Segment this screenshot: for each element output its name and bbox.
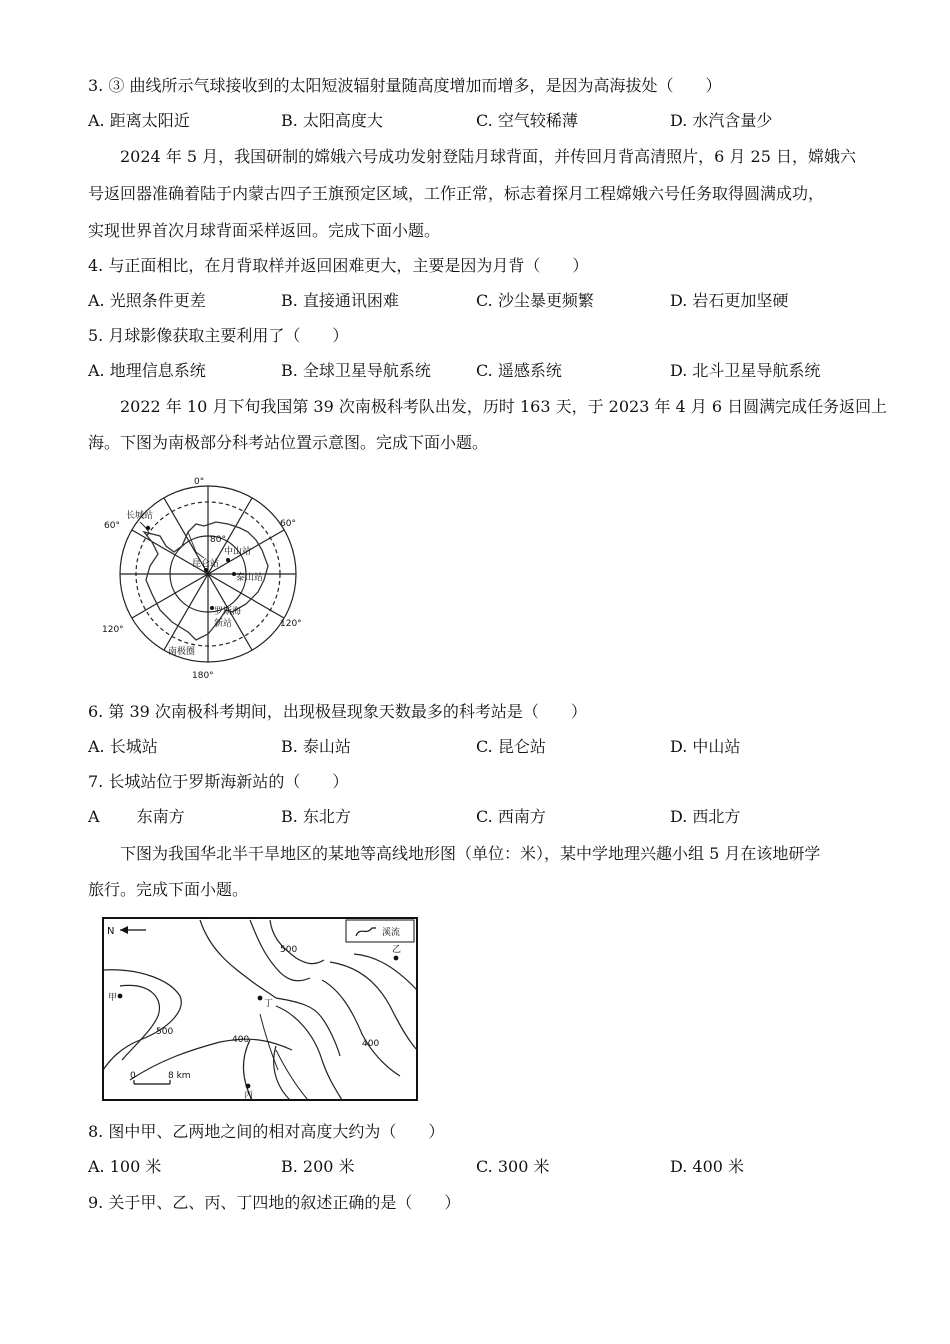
q5-option-a: A. 地理信息系统 (88, 361, 206, 380)
q6-stem: 6. 第 39 次南极科考期间，出现极昼现象天数最多的科考站是（ ） (88, 702, 587, 721)
q6-option-d: D. 中山站 (670, 737, 741, 756)
north-label: N (107, 926, 115, 937)
contour-map (100, 910, 422, 1102)
yi-dot (394, 956, 399, 961)
taishan-label: 泰山站 (236, 573, 264, 583)
q5-option-c: C. 遥感系统 (476, 361, 562, 380)
q3-option-b: B. 太阳高度大 (281, 111, 383, 130)
yi-label: 乙 (392, 945, 402, 955)
ding-dot (258, 996, 263, 1001)
lon-60-right-label: 60° (280, 519, 296, 529)
q5-stem: 5. 月球影像获取主要利用了（ ） (88, 326, 349, 345)
q4-option-a: A. 光照条件更差 (88, 291, 206, 310)
zhongshan-label: 中山站 (224, 547, 252, 557)
q7-option-c: C. 西南方 (476, 807, 546, 826)
scale-0-label: 0 (130, 1071, 136, 1081)
q7-option-a: A 东南方 (88, 807, 185, 826)
nanjiquan-label: 南极圈 (168, 647, 196, 657)
q5-option-b: B. 全球卫星导航系统 (281, 361, 431, 380)
contour-400-right-label: 400 (362, 1039, 380, 1049)
contour-map-frame (103, 918, 417, 1100)
jia-dot (118, 994, 123, 999)
lon-120-right-label: 120° (280, 619, 302, 629)
q6-option-a: A. 长城站 (88, 737, 158, 756)
changcheng-dot (146, 526, 150, 530)
passage2-line2: 海。下图为南极部分科考站位置示意图。完成下面小题。 (88, 433, 489, 452)
q7-stem: 7. 长城站位于罗斯海新站的（ ） (88, 772, 349, 791)
passage3-line1: 下图为我国华北半干旱地区的某地等高线地形图（单位：米），某中学地理兴趣小组 5 月在该地研学 (120, 844, 821, 863)
scale-8km-label: 8 km (168, 1071, 191, 1081)
changcheng-label: 长城站 (126, 511, 154, 521)
q4-stem: 4. 与正面相比，在月背取样并返回困难更大，主要是因为月背（ ） (88, 256, 589, 275)
q3-option-c: C. 空气较稀薄 (476, 111, 578, 130)
bing-dot (246, 1084, 251, 1089)
contour-500-left-label: 500 (156, 1027, 174, 1037)
q7-option-d: D. 西北方 (670, 807, 741, 826)
q8-stem: 8. 图中甲、乙两地之间的相对高度大约为（ ） (88, 1122, 445, 1141)
q8-option-d: D. 400 米 (670, 1157, 745, 1176)
lon-180-label: 180° (192, 671, 214, 681)
lon-120-left-label: 120° (102, 625, 124, 635)
passage1-line3: 实现世界首次月球背面采样返回。完成下面小题。 (88, 221, 441, 240)
lat-80-label: 80° (210, 535, 226, 545)
q6-option-b: B. 泰山站 (281, 737, 351, 756)
stream-legend-label: 溪流 (382, 928, 401, 938)
zhongshan-dot (226, 558, 230, 562)
ding-label: 丁 (264, 999, 274, 1009)
bing-label: 丙 (244, 1091, 254, 1101)
contour-400-mid-label: 400 (232, 1035, 250, 1045)
jia-label: 甲 (108, 993, 118, 1003)
q4-option-b: B. 直接通讯困难 (281, 291, 399, 310)
q8-option-a: A. 100 米 (88, 1157, 162, 1176)
contour-500-top-label: 500 (280, 945, 298, 955)
kunlun-label: 昆仑站 (192, 559, 220, 569)
stream-legend-box (346, 920, 414, 942)
luosihai-label-2: 新站 (214, 619, 233, 629)
passage1-line1: 2024 年 5 月，我国研制的嫦娥六号成功发射登陆月球背面，并传回月背高清照片，6 月 25 日，嫦娥六 (120, 147, 856, 166)
passage1-line2: 号返回器准确着陆于内蒙古四子王旗预定区域，工作正常，标志着探月工程嫦娥六号任务取得圆满成功， (88, 184, 825, 203)
q3-option-d: D. 水汽含量少 (670, 111, 773, 130)
q8-option-c: C. 300 米 (476, 1157, 550, 1176)
q3-stem: 3. ③ 曲线所示气球接收到的太阳短波辐射量随高度增加而增多，是因为高海拔处（ ） (88, 76, 722, 95)
passage3-line2: 旅行。完成下面小题。 (88, 880, 249, 899)
q6-option-c: C. 昆仑站 (476, 737, 546, 756)
q9-stem: 9. 关于甲、乙、丙、丁四地的叙述正确的是（ ） (88, 1193, 461, 1212)
q7-option-b: B. 东北方 (281, 807, 351, 826)
q4-option-c: C. 沙尘暴更频繁 (476, 291, 594, 310)
lon-60-left-label: 60° (104, 521, 120, 531)
q5-option-d: D. 北斗卫星导航系统 (670, 361, 821, 380)
q8-option-b: B. 200 米 (281, 1157, 355, 1176)
luosihai-label-1: 罗斯海 (214, 607, 242, 617)
passage2-line1: 2022 年 10 月下旬我国第 39 次南极科考队出发，历时 163 天，于 2023 年 4 月 6 日圆满完成任务返回上 (120, 397, 888, 416)
q4-option-d: D. 岩石更加坚硬 (670, 291, 789, 310)
q3-option-a: A. 距离太阳近 (88, 111, 190, 130)
antarctic-station-map (100, 462, 305, 687)
lon-0-label: 0° (194, 477, 205, 487)
